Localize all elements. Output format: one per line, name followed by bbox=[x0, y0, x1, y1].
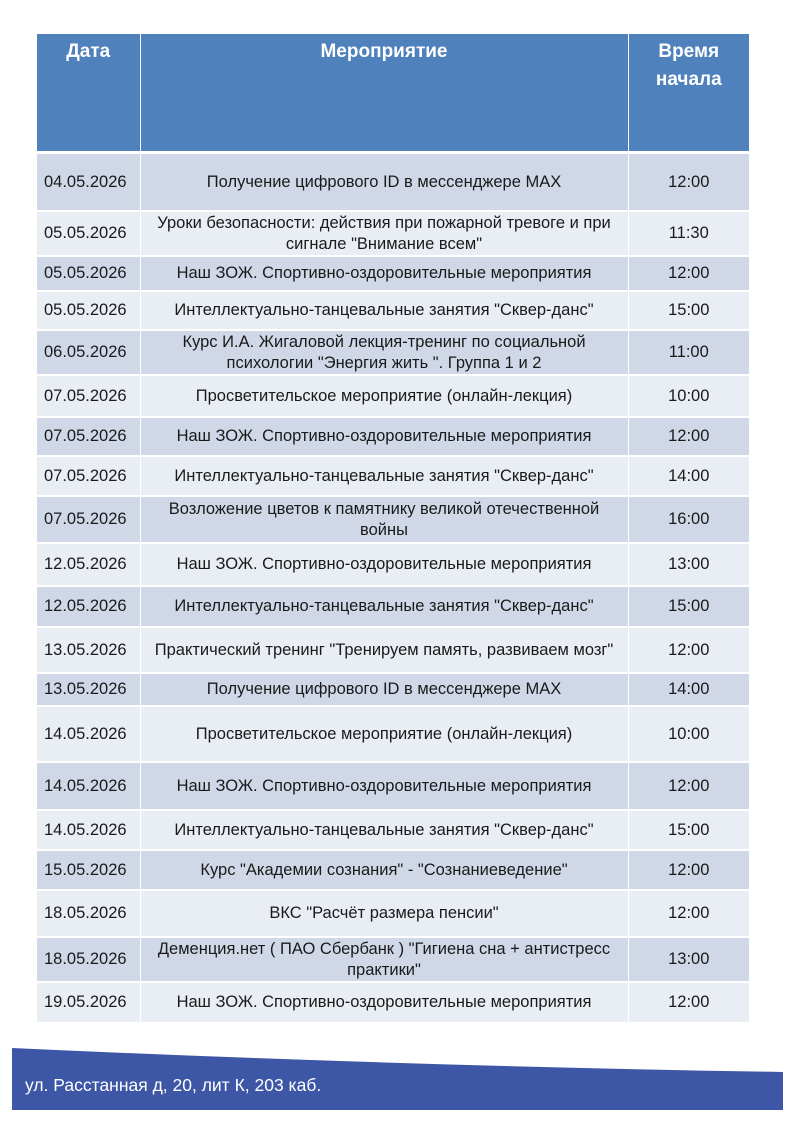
row-event: Интеллектуально-танцевальные занятия "Сквер-данс" bbox=[140, 586, 628, 627]
row-time: 14:00 bbox=[628, 673, 749, 706]
row-time: 12:00 bbox=[628, 154, 749, 211]
table-row bbox=[37, 543, 749, 586]
row-date: 04.05.2026 bbox=[37, 154, 140, 211]
table-row bbox=[37, 496, 749, 543]
row-date: 05.05.2026 bbox=[37, 256, 140, 291]
row-event: Просветительское мероприятие (онлайн-лекция) bbox=[140, 706, 628, 762]
row-time: 12:00 bbox=[628, 417, 749, 456]
table-row bbox=[37, 586, 749, 627]
row-time: 15:00 bbox=[628, 291, 749, 330]
row-time: 10:00 bbox=[628, 706, 749, 762]
table-row bbox=[37, 706, 749, 762]
table-row bbox=[37, 937, 749, 982]
row-date: 14.05.2026 bbox=[37, 762, 140, 810]
row-event: Интеллектуально-танцевальные занятия "Сквер-данс" bbox=[140, 456, 628, 496]
row-time: 16:00 bbox=[628, 496, 749, 543]
table-row bbox=[37, 256, 749, 291]
table-row bbox=[37, 154, 749, 211]
row-date: 19.05.2026 bbox=[37, 982, 140, 1023]
table-row bbox=[37, 627, 749, 673]
row-date: 18.05.2026 bbox=[37, 937, 140, 982]
row-date: 05.05.2026 bbox=[37, 211, 140, 256]
row-event: Уроки безопасности: действия при пожарной тревоге и при сигнале "Внимание всем" bbox=[140, 211, 628, 256]
table-header-row bbox=[37, 34, 749, 151]
row-date: 14.05.2026 bbox=[37, 810, 140, 850]
row-event: Получение цифрового ID в мессенджере MAX bbox=[140, 154, 628, 211]
row-time: 15:00 bbox=[628, 586, 749, 627]
row-event: Наш ЗОЖ. Спортивно-оздоровительные мероприятия bbox=[140, 417, 628, 456]
table-row bbox=[37, 291, 749, 330]
row-time: 12:00 bbox=[628, 256, 749, 291]
row-time: 12:00 bbox=[628, 890, 749, 937]
table-row bbox=[37, 810, 749, 850]
row-event: Практический тренинг "Тренируем память, развиваем мозг" bbox=[140, 627, 628, 673]
row-time: 11:00 bbox=[628, 330, 749, 375]
row-time: 14:00 bbox=[628, 456, 749, 496]
row-date: 13.05.2026 bbox=[37, 627, 140, 673]
table-row bbox=[37, 762, 749, 810]
row-date: 14.05.2026 bbox=[37, 706, 140, 762]
table-row bbox=[37, 417, 749, 456]
row-event: Наш ЗОЖ. Спортивно-оздоровительные мероприятия bbox=[140, 762, 628, 810]
row-event: Деменция.нет ( ПАО Сбербанк ) "Гигиена сна + антистресс практики" bbox=[140, 937, 628, 982]
row-date: 15.05.2026 bbox=[37, 850, 140, 890]
row-event: Наш ЗОЖ. Спортивно-оздоровительные мероприятия bbox=[140, 256, 628, 291]
table-row bbox=[37, 673, 749, 706]
row-date: 07.05.2026 bbox=[37, 456, 140, 496]
row-event: ВКС "Расчёт размера пенсии" bbox=[140, 890, 628, 937]
table-row bbox=[37, 982, 749, 1023]
row-date: 05.05.2026 bbox=[37, 291, 140, 330]
header-time: Время начала bbox=[628, 34, 749, 151]
table-row bbox=[37, 330, 749, 375]
row-event: Курс "Академии сознания" - "Сознаниеведение" bbox=[140, 850, 628, 890]
row-date: 12.05.2026 bbox=[37, 586, 140, 627]
header-date: Дата bbox=[37, 34, 140, 151]
row-event: Получение цифрового ID в мессенджере MAX bbox=[140, 673, 628, 706]
row-date: 13.05.2026 bbox=[37, 673, 140, 706]
row-event: Возложение цветов к памятнику великой отечественной войны bbox=[140, 496, 628, 543]
table-row bbox=[37, 375, 749, 417]
row-time: 13:00 bbox=[628, 937, 749, 982]
row-time: 12:00 bbox=[628, 982, 749, 1023]
row-time: 12:00 bbox=[628, 627, 749, 673]
row-event: Курс И.А. Жигаловой лекция-тренинг по социальной психологии "Энергия жить ". Группа 1 и 2 bbox=[140, 330, 628, 375]
row-event: Интеллектуально-танцевальные занятия "Сквер-данс" bbox=[140, 810, 628, 850]
row-date: 07.05.2026 bbox=[37, 417, 140, 456]
row-event: Наш ЗОЖ. Спортивно-оздоровительные мероприятия bbox=[140, 982, 628, 1023]
row-event: Интеллектуально-танцевальные занятия "Сквер-данс" bbox=[140, 291, 628, 330]
row-date: 07.05.2026 bbox=[37, 375, 140, 417]
row-time: 15:00 bbox=[628, 810, 749, 850]
row-event: Просветительское мероприятие (онлайн-лекция) bbox=[140, 375, 628, 417]
row-date: 12.05.2026 bbox=[37, 543, 140, 586]
table-row bbox=[37, 456, 749, 496]
table-row bbox=[37, 850, 749, 890]
row-time: 12:00 bbox=[628, 850, 749, 890]
row-time: 13:00 bbox=[628, 543, 749, 586]
row-time: 12:00 bbox=[628, 762, 749, 810]
row-date: 18.05.2026 bbox=[37, 890, 140, 937]
row-time: 10:00 bbox=[628, 375, 749, 417]
footer-address: ул. Расстанная д, 20, лит К, 203 каб. bbox=[25, 1075, 322, 1095]
table-row bbox=[37, 890, 749, 937]
footer-banner bbox=[12, 1048, 783, 1110]
schedule-table bbox=[37, 34, 749, 1024]
header-event: Мероприятие bbox=[140, 34, 628, 151]
row-date: 06.05.2026 bbox=[37, 330, 140, 375]
row-time: 11:30 bbox=[628, 211, 749, 256]
row-date: 07.05.2026 bbox=[37, 496, 140, 543]
row-event: Наш ЗОЖ. Спортивно-оздоровительные мероприятия bbox=[140, 543, 628, 586]
table-row bbox=[37, 211, 749, 256]
